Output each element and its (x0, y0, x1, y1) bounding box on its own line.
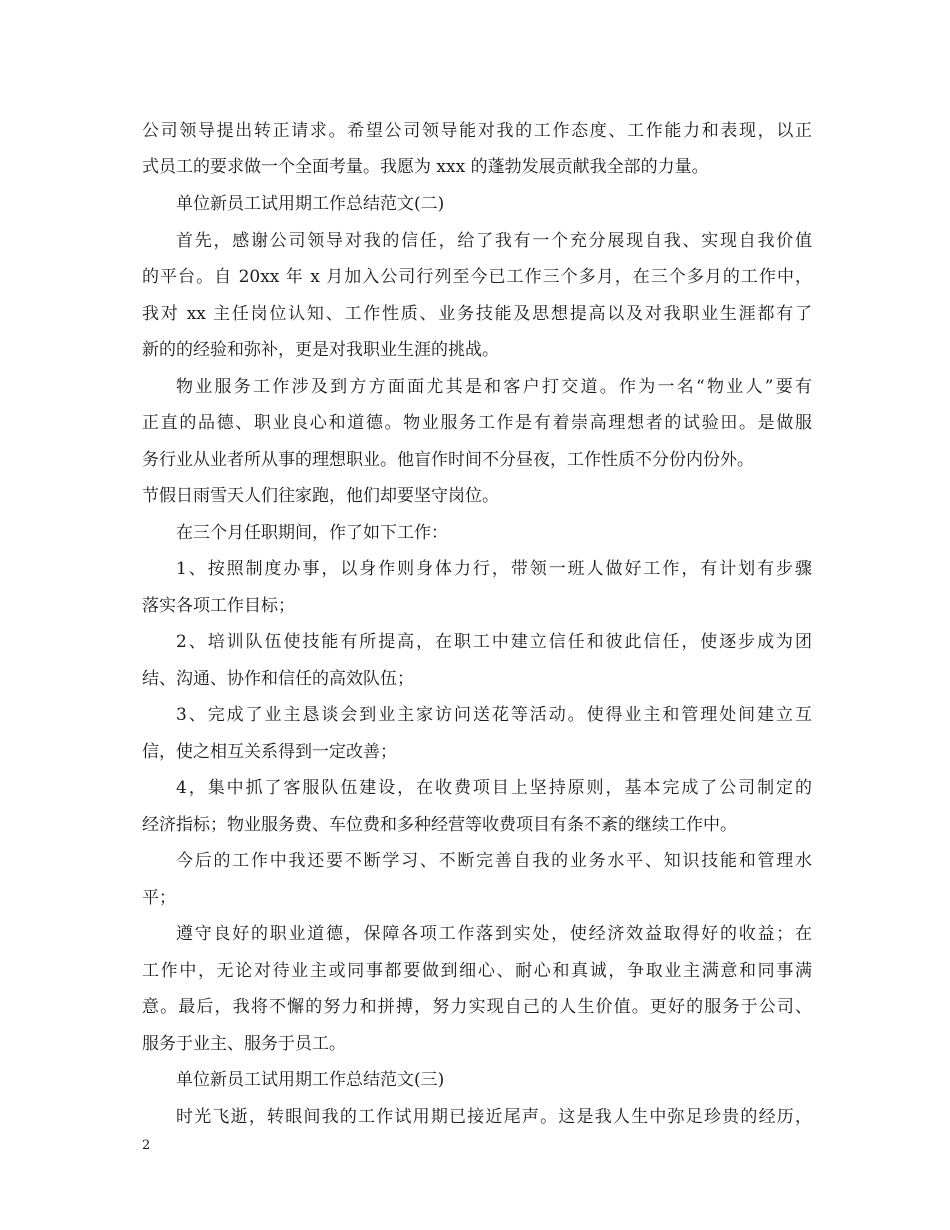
text-line: 的平台。自 20xx 年 x 月加入公司行列至今已工作三个多月，在三个多月的工作中， (142, 267, 812, 287)
paragraph-first-line: 物业服务工作涉及到方方面面尤其是和客户打交道。作为一名“物业人”要有 (176, 377, 812, 397)
text-line: 结、沟通、协作和信任的高效队伍； (142, 669, 414, 689)
paragraph-first-line: 时光飞逝，转眼间我的工作试用期已接近尾声。这是我人生中弥足珍贵的经历， (176, 1107, 812, 1127)
text-line: 公司领导提出转正请求。希望公司领导能对我的工作态度、工作能力和表现，以正 (142, 121, 812, 141)
paragraph-first-line: 遵守良好的职业道德，保障各项工作落到实处，使经济效益取得好的收益；在 (176, 924, 812, 944)
page-number: 2 (142, 1138, 151, 1153)
paragraph-first-line: 今后的工作中我还要不断学习、不断完善自我的业务水平、知识技能和管理水 (176, 851, 812, 871)
paragraph-first-line: 在三个月任职期间，作了如下工作： (176, 523, 448, 543)
text-line: 新的的经验和弥补，更是对我职业生涯的挑战。 (142, 340, 499, 360)
text-line: 务行业从业者所从事的理想职业。他盲作时间不分昼夜，工作性质不分份内份外。 (142, 450, 754, 470)
paragraph-first-line: 首先，感谢公司领导对我的信任，给了我有一个充分展现自我、实现自我价值 (176, 231, 812, 251)
section-heading: 单位新员工试用期工作总结范文(三) (176, 1070, 445, 1090)
text-line: 落实各项工作目标； (142, 596, 295, 616)
list-item-first-line: 3、完成了业主恳谈会到业主家访问送花等活动。使得业主和管理处间建立互 (176, 705, 812, 725)
text-line: 工作中，无论对待业主或同事都要做到细心、耐心和真诚，争取业主满意和同事满 (142, 961, 812, 981)
text-line: 经济指标；物业服务费、车位费和多种经营等收费项目有条不紊的继续工作中。 (142, 815, 737, 835)
text-line: 信，使之相互关系得到一定改善； (142, 742, 397, 762)
list-item-first-line: 1、按照制度办事，以身作则身体力行，带领一班人做好工作，有计划有步骤 (176, 559, 812, 579)
list-item-first-line: 4，集中抓了客服队伍建设，在收费项目上坚持原则，基本完成了公司制定的 (176, 778, 812, 798)
text-line: 平； (142, 888, 176, 908)
list-item-first-line: 2、培训队伍使技能有所提高，在职工中建立信任和彼此信任，使逐步成为团 (176, 632, 812, 652)
text-line: 节假日雨雪天人们往家跑，他们却要坚守岗位。 (142, 486, 499, 506)
text-line: 意。最后，我将不懈的努力和拼搏，努力实现自己的人生价值。更好的服务于公司、 (142, 997, 812, 1017)
section-heading: 单位新员工试用期工作总结范文(二) (176, 194, 445, 214)
text-line: 正直的品德、职业良心和道德。物业服务工作是有着崇高理想者的试验田。是做服 (142, 413, 812, 433)
text-line: 式员工的要求做一个全面考量。我愿为 xxx 的蓬勃发展贡献我全部的力量。 (142, 157, 709, 177)
text-line: 服务于业主、服务于员工。 (142, 1034, 346, 1054)
text-line: 我对 xx 主任岗位认知、工作性质、业务技能及思想提高以及对我职业生涯都有了 (142, 304, 812, 324)
